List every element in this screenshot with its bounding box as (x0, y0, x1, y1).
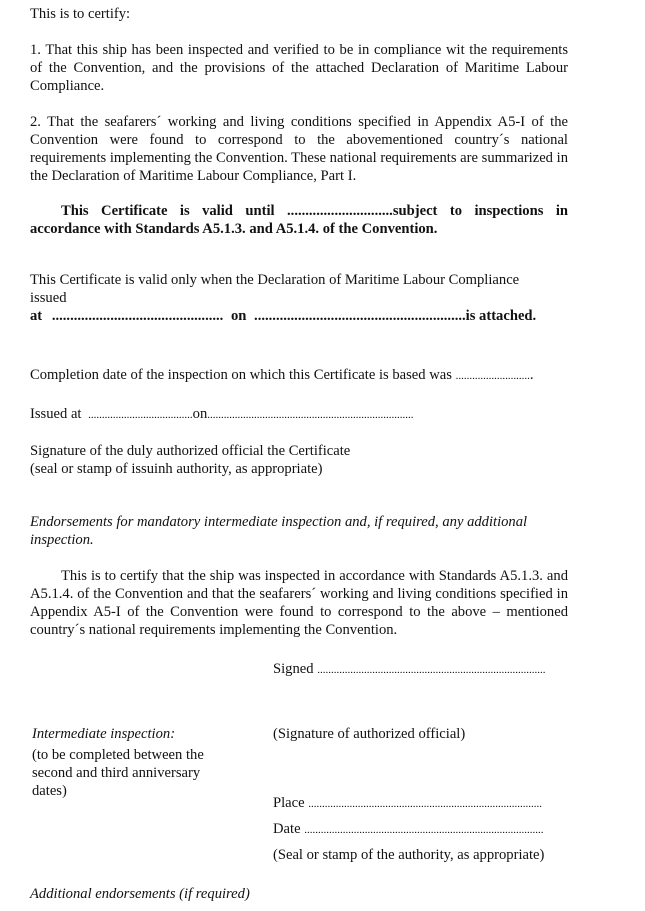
completion-date-field[interactable]: ........................... (455, 370, 530, 382)
declaration-issue-line (30, 307, 568, 325)
intermediate-block (32, 725, 222, 800)
validity-statement (30, 202, 568, 238)
declaration-at-label: at (30, 308, 43, 324)
completion-line (30, 366, 568, 385)
signed-field[interactable]: ................................................................................... (317, 664, 546, 676)
seal-label: (Seal or stamp of the authority, as appropriate) (273, 847, 545, 863)
declaration-on-label: on (230, 308, 247, 324)
issued-at-field[interactable]: ...................................... (88, 409, 193, 421)
signature-line-2: (seal or stamp of issuinh authority, as appropriate) (30, 461, 323, 477)
issued-on-label: on (192, 406, 208, 422)
place-label: Place (273, 795, 305, 811)
declaration-attached: is attached. (465, 308, 537, 324)
certify-heading: This is to certify: (30, 6, 131, 22)
signed-line (273, 660, 545, 679)
certify-item-2: 2. That the seafarers´ working and living conditions specified in Appendix A5-I of the Convention were found to correspond to the abovementioned country´s national requirements implementing the Convention. These national requirements are summarized in the Declaration of Maritime Labour Compliance, Part I. (30, 114, 568, 184)
validity-subject: subject to inspections in (392, 203, 569, 219)
date-field[interactable]: ....................................................................................... (304, 824, 544, 836)
issued-on-field[interactable]: ........................................................................... (207, 409, 414, 421)
declaration-statement (30, 271, 568, 325)
validity-standards: accordance with Standards A5.1.3. and A5.1.4. of the Convention. (30, 221, 438, 237)
certify-item-1: 1. That this ship has been inspected and verified to be in compliance wit the requirements of the Convention, and the provisions of the attached Declaration of Maritime Labour Compliance. (30, 42, 568, 94)
intermediate-note: (to be completed between the second and third anniversary dates) (32, 747, 204, 799)
completion-end: . (529, 367, 534, 383)
validity-label: This Certificate is valid until (61, 203, 275, 219)
date-label: Date (273, 821, 301, 837)
date-line (273, 820, 543, 839)
endorsements-heading: Endorsements for mandatory intermediate inspection and, if required, any additional inspection. (30, 514, 528, 548)
declaration-line-1: This Certificate is valid only when the Declaration of Maritime Labour Compliance (30, 272, 520, 288)
intermediate-title: Intermediate inspection: (32, 726, 176, 742)
signed-label: Signed (273, 661, 314, 677)
issued-label: Issued at (30, 406, 82, 422)
place-line (273, 794, 542, 813)
declaration-on-field[interactable]: .......................................................... (254, 308, 466, 324)
completion-label: Completion date of the inspection on which this Certificate is based was (30, 367, 452, 383)
signature-line-1: Signature of the duly authorized official the Certificate (30, 443, 351, 459)
declaration-at-field[interactable]: ............................................... (51, 308, 224, 324)
issued-line (30, 405, 568, 424)
additional-endorsements-heading: Additional endorsements (if required) (30, 886, 250, 902)
signature-block (30, 442, 568, 478)
place-field[interactable]: ..................................................................................... (308, 798, 543, 810)
validity-date-field[interactable]: ............................. (287, 203, 393, 219)
declaration-line-2: issued (30, 290, 67, 306)
authorized-signature-label: (Signature of authorized official) (273, 726, 466, 742)
endorsement-text: This is to certify that the ship was inspected in accordance with Standards A5.1.3. and A5.1.4. of the Convention and that the seafarers´ working and living conditions specified in Appendix A5-I of the Convention were found to correspond to the above – mentioned country´s national requirements implementing the Convention. (30, 568, 568, 638)
